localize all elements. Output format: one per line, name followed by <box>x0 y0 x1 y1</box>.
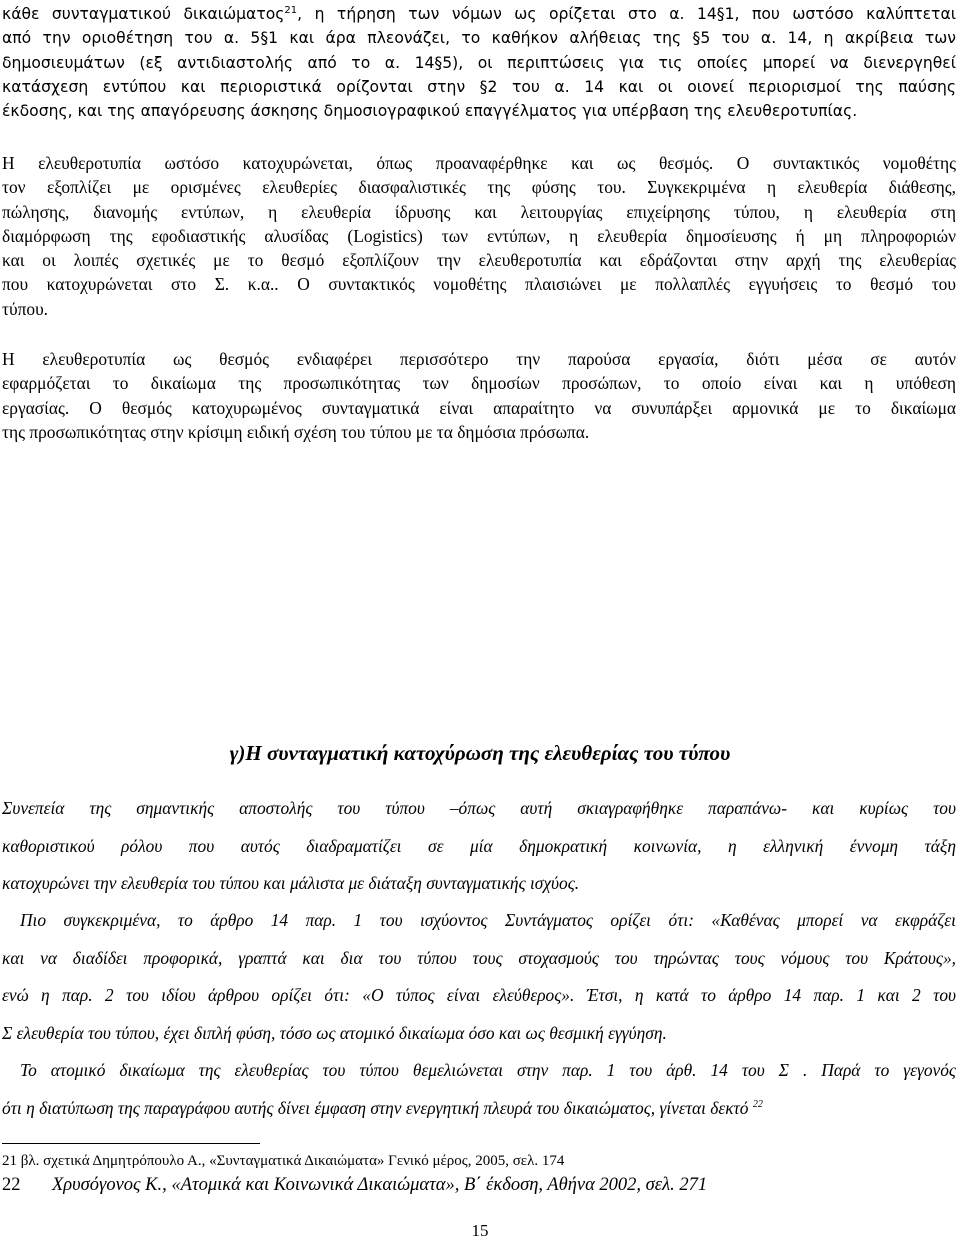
text-line: Πιο συγκεκριμένα, το άρθρο 14 παρ. 1 του ισχύοντος Συντάγματος ορίζει ότι: «Καθένας μπορεί να εκφράζει <box>20 910 956 930</box>
paragraph-5 <box>2 902 956 1052</box>
text-line: Το ατομικό δικαίωμα της ελευθερίας του τύπου θεμελιώνεται στην παρ. 1 του άρθ. 14 του Σ . Παρά το γεγονός <box>20 1060 956 1080</box>
paragraph-4 <box>2 790 956 903</box>
text-line: από την οριοθέτηση του α. 5§1 και άρα πλεονάζει, το καθήκον αλήθειας της §5 του α. 14, η ακρίβεια των <box>2 29 956 48</box>
text-line: εργασίας. Ο θεσμός κατοχυρωμένος συνταγματικά είναι απαραίτητο να συνυπάρξει αρμονικά με το δικαίωμα <box>2 397 956 418</box>
text-line: Η ελευθεροτυπία ωστόσο κατοχυρώνεται, όπως προαναφέρθηκε και ως θεσμός. Ο συντακτικός νομοθέτης <box>2 153 956 173</box>
paragraph-2 <box>2 151 956 321</box>
text-line: ενώ η παρ. 2 του ιδίου άρθρου ορίζει ότι: «Ο τύπος είναι ελεύθερος». Έτσι, η κατά το άρθρο 14 παρ. 1 και 2 του <box>2 985 956 1005</box>
text-line: τον εξοπλίζει με ορισμένες ελευθερίες διασφαλιστικές της φύσης του. Συγκεκριμένα η ελευθερία διάθεσης, <box>2 177 956 198</box>
footnote-number: 22 <box>2 1175 21 1195</box>
text-line: καθοριστικού ρόλου που αυτός διαδραματίζει σε μία δημοκρατική κοινωνία, η ελληνική έννομη τάξη <box>2 835 956 856</box>
text-line: και οι λοιπές σχετικές με το θεσμό εξοπλίζουν την ελευθεροτυπία και εδράζονται στην αρχή της ελευθερίας <box>2 250 956 271</box>
text-line: Η ελευθεροτυπία ως θεσμός ενδιαφέρει περισσότερο την παρούσα εργασία, διότι μέσα σε αυτόν <box>2 349 956 369</box>
paragraph-6 <box>2 1052 956 1127</box>
page-number: 15 <box>471 1221 489 1240</box>
text-line: έκδοσης, και της απαγόρευσης άσκησης δημοσιογραφικού επαγγέλματος για υπέρβαση της ελευθεροτυπίας. <box>2 102 858 121</box>
footnote-21: 21 βλ. σχετικά Δημητρόπουλο Α., «Συνταγματικά Δικαιώματα» Γενικό μέρος, 2005, σελ. 174 <box>2 1153 565 1169</box>
footnote-separator <box>2 1143 260 1144</box>
text-line: πώλησης, διανομής εντύπων, η ελευθερία ίδρυσης και λειτουργίας επιχείρησης τύπου, η ελευθερία στη <box>2 201 956 222</box>
text-line: κατάσχεση εντύπου και περιοριστικά ορίζονται στην §2 του α. 14 και οι οιονεί περιορισμοί της παύσης <box>2 77 956 96</box>
text-line: και να διαδίδει προφορικά, γραπτά και δια του τύπου τους στοχασμούς του τηρώντας τους νόμους του Κράτους», <box>2 947 956 968</box>
text-line: που κατοχυρώνεται στο Σ. κ.α.. Ο συντακτικός νομοθέτης πλαισιώνει με πολλαπλές εγγυήσεις το θεσμό του <box>2 274 956 295</box>
text-line: διαμόρφωση της εφοδιαστικής αλυσίδας (Logistics) των εντύπων, η ελευθερία δημοσίευσης ή μη πληροφοριών <box>2 225 956 246</box>
text-line: Σ ελευθερία του τύπου, έχει διπλή φύση, τόσο ως ατομικό δικαίωμα όσο και ως θεσμική εγγύηση. <box>2 1022 667 1043</box>
section-heading: γ)Η συνταγματική κατοχύρωση της ελευθερίας του τύπου <box>229 741 731 765</box>
footnote-ref-22: 22 <box>752 1098 763 1110</box>
text-line: κατοχυρώνει την ελευθερία του τύπου και μάλιστα με διάταξη συνταγματικής ισχύος. <box>2 873 580 893</box>
footnote-ref-21: 21 <box>284 4 298 16</box>
text-line: δημοσιευμάτων (εξ αντιδιαστολής από το α. 14§5), οι περιπτώσεις για τις οποίες μπορεί να διενεργηθεί <box>2 53 956 72</box>
paragraph-3 <box>2 347 956 444</box>
footnote-text: Χρυσόγονος Κ., «Ατομικά και Κοινωνικά Δικαιώματα», Β΄ έκδοση, Αθήνα 2002, σελ. 271 <box>52 1175 708 1195</box>
text-line: κάθε συνταγματικού δικαιώματος$^{21}$, η τήρηση των νόμων ως ορίζεται στο α. 14§1, που ωστόσο καλύπτεται <box>2 4 956 23</box>
text-line: Συνεπεία της σημαντικής αποστολής του τύπου –όπως αυτή σκιαγραφήθηκε παραπάνω- και κυρίως του <box>2 798 956 818</box>
text-line: εφαρμόζεται το δικαίωμα της προσωπικότητας των δημοσίων προσώπων, το οποίο είναι και η υπόθεση <box>2 373 956 394</box>
footnote-22 <box>2 1173 707 1197</box>
text-line: της προσωπικότητας στην κρίσιμη ειδική σχέση του τύπου με τα δημόσια πρόσωπα. <box>2 421 590 442</box>
paragraph-1 <box>2 2 956 123</box>
text-line: ότι η διατύπωση της παραγράφου αυτής δίνει έμφαση στην ενεργητική πλευρά του δικαιώματος, γίνεται δεκτό $^{22}$ <box>2 1097 763 1118</box>
text-line: τύπου. <box>2 298 49 319</box>
